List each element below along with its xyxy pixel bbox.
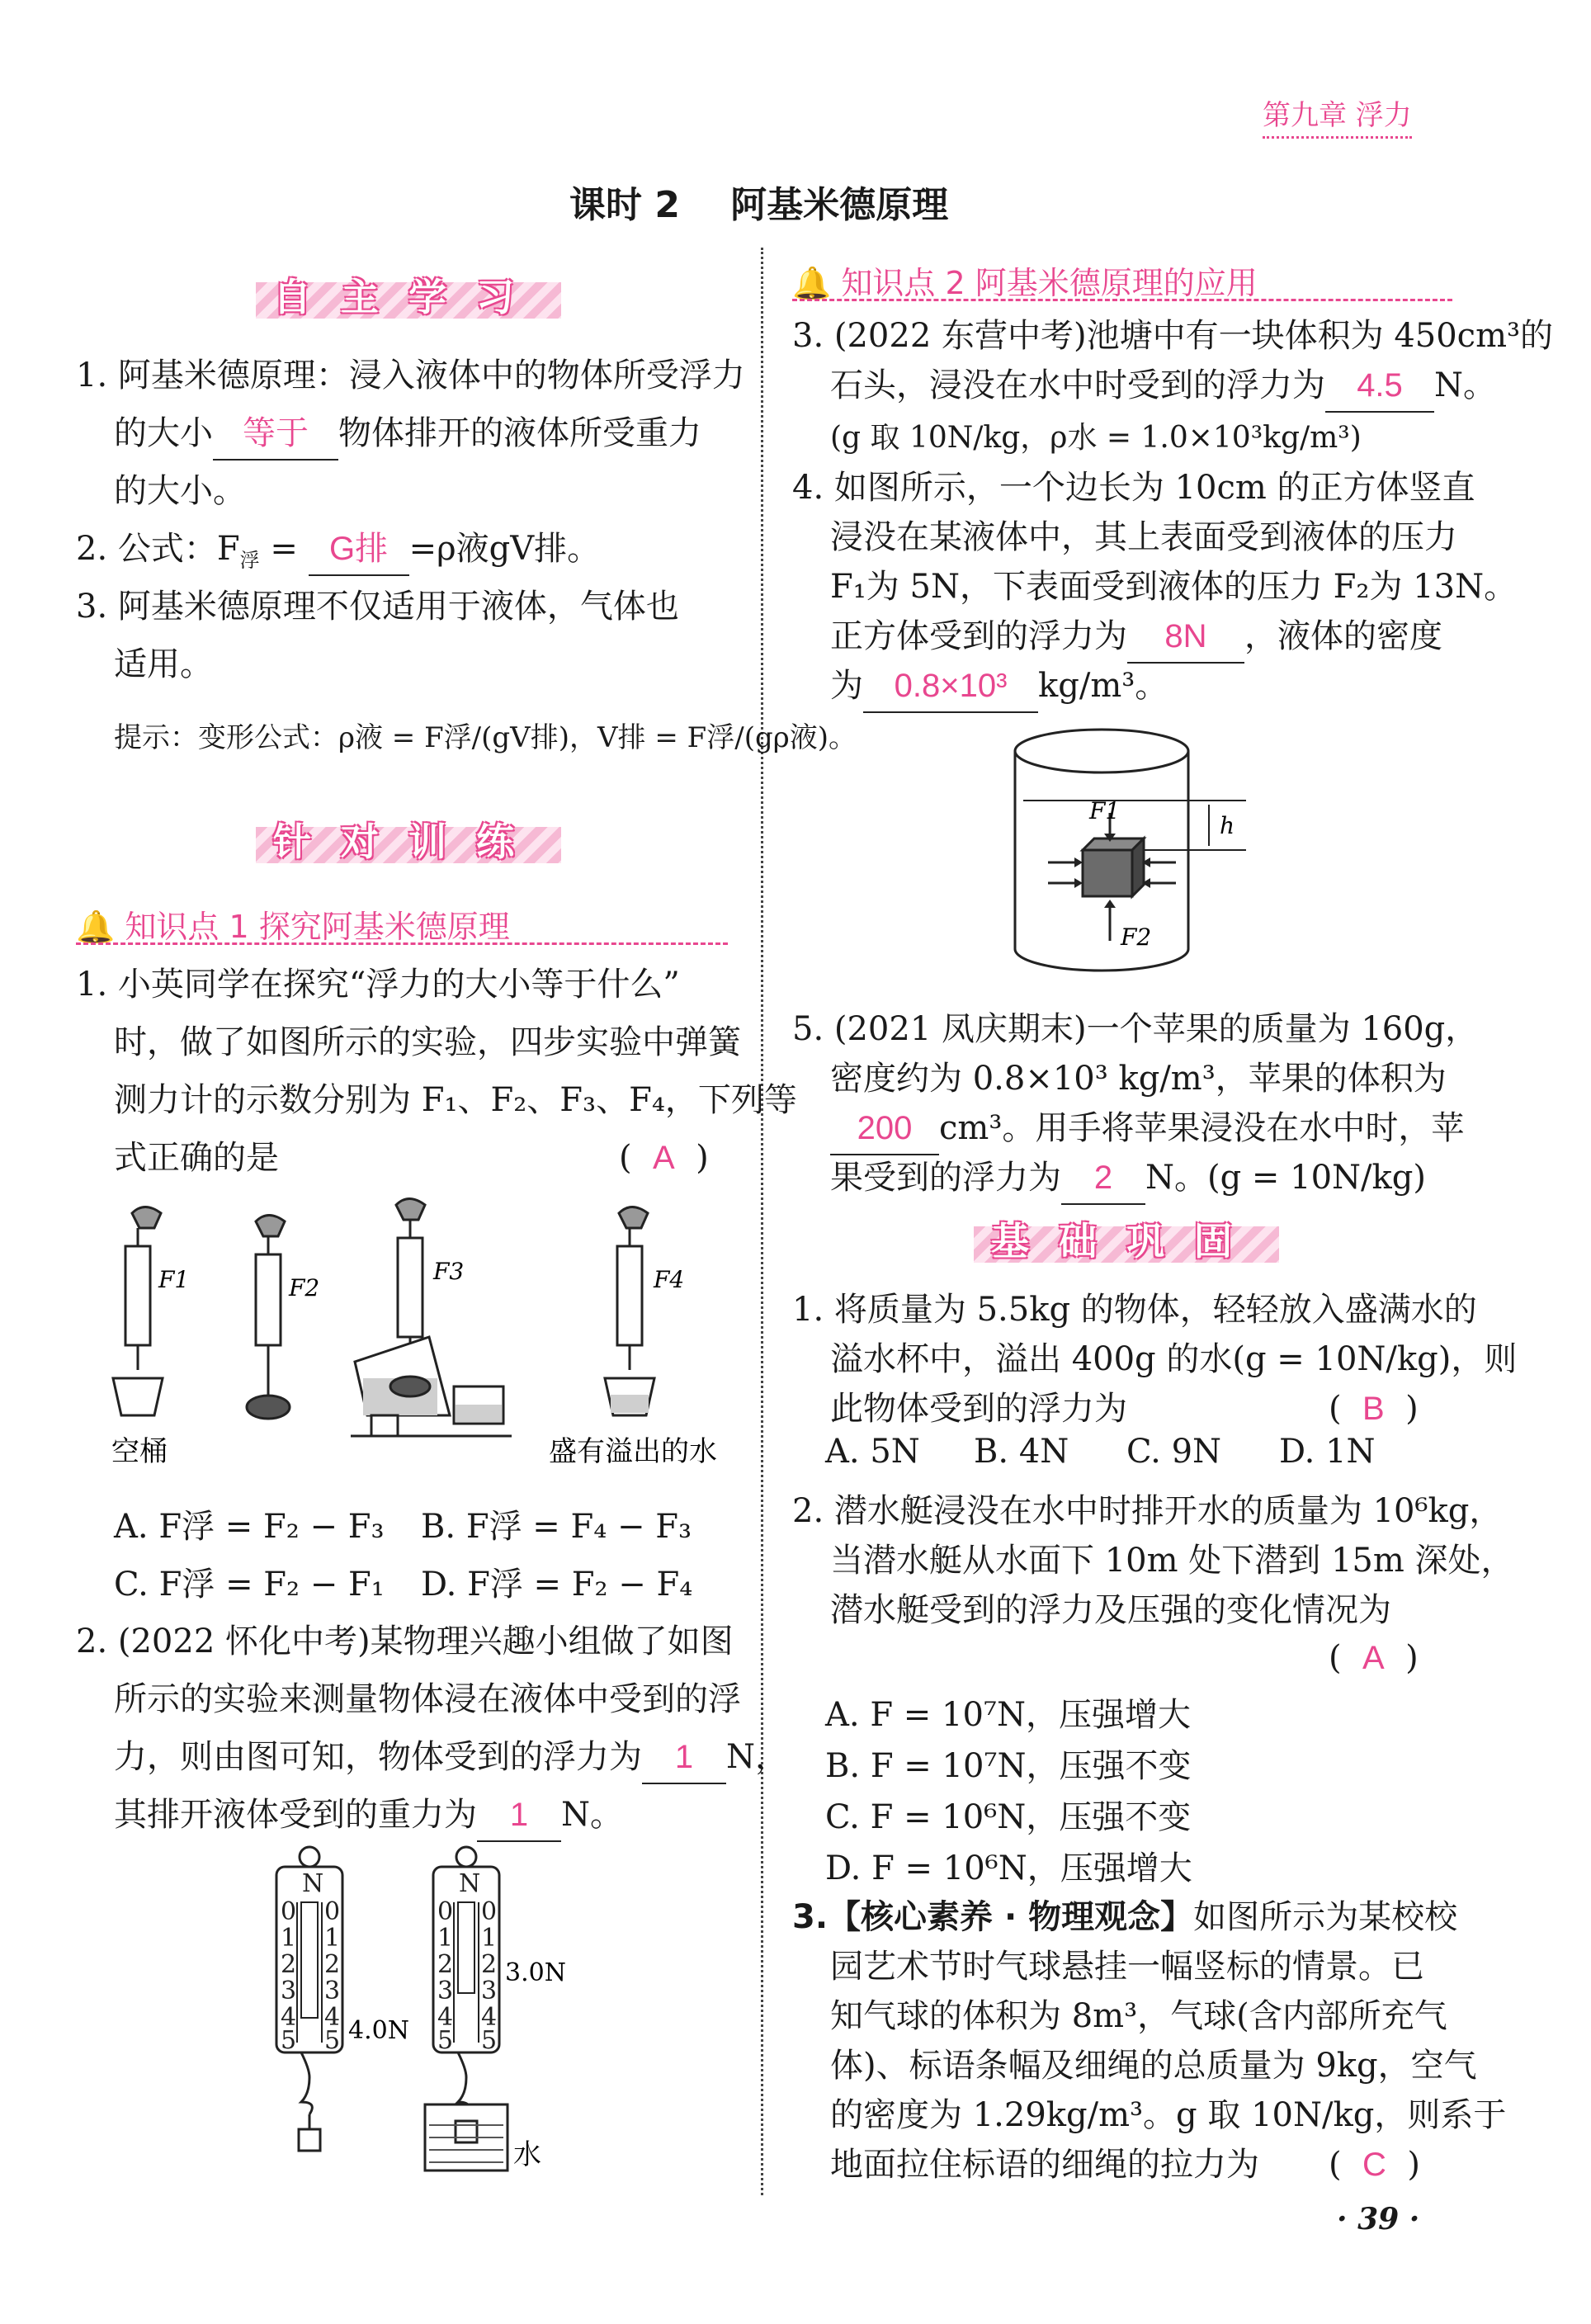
q5-line2: 密度约为 0.8×10³ kg/m³，苹果的体积为 bbox=[830, 1060, 1447, 1098]
b1-option-c: C. 9N bbox=[1126, 1433, 1222, 1471]
answer-blank: 0.8×10³ bbox=[863, 660, 1038, 713]
svg-text:0: 0 bbox=[324, 1897, 341, 1926]
svg-text:5: 5 bbox=[324, 2026, 341, 2055]
q1-line2: 时，做了如图所示的实验，四步实验中弹簧 bbox=[114, 1023, 741, 1061]
svg-text:4: 4 bbox=[324, 2003, 341, 2032]
hint: 提示：变形公式：ρ液 = F浮/(gV排)，V排 = F浮/(gρ液)。 bbox=[114, 721, 857, 754]
svg-text:0: 0 bbox=[437, 1897, 454, 1926]
q5-line1: 5. (2021 凤庆期末)一个苹果的质量为 160g， bbox=[792, 1010, 1479, 1048]
s1-item1-line2: 的大小 等于 物体排开的液体所受重力 bbox=[114, 408, 701, 461]
q4-line4: 正方体受到的浮力为 8N ，液体的密度 bbox=[830, 611, 1442, 664]
page-number: · 39 · bbox=[1337, 2202, 1420, 2237]
b3-answer: ( C ) bbox=[1329, 2146, 1420, 2184]
label-f2: F2 bbox=[289, 1274, 320, 1301]
b1-option-a: A. 5N bbox=[825, 1433, 920, 1471]
label-f2: F2 bbox=[1121, 923, 1152, 951]
page-title: 课时 2 阿基米德原理 bbox=[569, 184, 949, 226]
label-water: 水 bbox=[513, 2138, 541, 2171]
b2-line1: 2. 潜水艇浸没在水中时排开水的质量为 10⁶kg， bbox=[792, 1492, 1503, 1530]
section-basics: 基础巩固 bbox=[974, 1215, 1279, 1268]
answer-blank: 2 bbox=[1061, 1152, 1145, 1205]
q2-line2: 所示的实验来测量物体浸在液体中受到的浮 bbox=[114, 1680, 741, 1718]
figure-spring-scales bbox=[264, 1840, 611, 2187]
b3-line1: 3.【核心素养 · 物理观念】如图所示为某校校 bbox=[792, 1898, 1458, 1936]
label-f1: F1 bbox=[158, 1266, 190, 1293]
bell-icon: 🔔 bbox=[792, 265, 832, 301]
svg-text:3: 3 bbox=[281, 1977, 297, 2005]
svg-text:1: 1 bbox=[324, 1924, 341, 1953]
chapter-title: 第九章 浮力 bbox=[1263, 99, 1412, 132]
answer-blank: 4.5 bbox=[1325, 360, 1434, 413]
answer-blank: G排 bbox=[309, 523, 409, 576]
q1-line4: 式正确的是 bbox=[114, 1139, 279, 1177]
q2-line4: 其排开液体受到的重力为 1 N。 bbox=[114, 1789, 623, 1842]
s1-item1-line3: 的大小。 bbox=[114, 472, 246, 510]
b2-line2: 当潜水艇从水面下 10m 处下潜到 15m 深处， bbox=[830, 1542, 1514, 1580]
section-self-study: 自主学习 bbox=[256, 271, 561, 324]
svg-text:3: 3 bbox=[481, 1977, 498, 2005]
figure-spring-balance-experiment bbox=[99, 1197, 743, 1486]
s1-item3-line1: 3. 阿基米德原理不仅适用于液体，气体也 bbox=[76, 588, 679, 626]
q1-answer: ( A ) bbox=[619, 1139, 709, 1177]
svg-text:5: 5 bbox=[437, 2026, 454, 2055]
svg-text:N: N bbox=[459, 1869, 481, 1898]
svg-text:4: 4 bbox=[437, 2003, 454, 2032]
q1-option-c: C. F浮 = F₂ − F₁ bbox=[114, 1566, 385, 1604]
figure-cube-in-liquid bbox=[999, 718, 1263, 982]
knowledge-point-1: 🔔 知识点 1 探究阿基米德原理 bbox=[76, 909, 510, 945]
b1-option-d: D. 1N bbox=[1279, 1433, 1376, 1471]
svg-text:2: 2 bbox=[437, 1950, 454, 1979]
b3-line2: 园艺术节时气球悬挂一幅竖标的情景。已 bbox=[830, 1948, 1424, 1986]
svg-text:1: 1 bbox=[281, 1924, 297, 1953]
answer-blank: 等于 bbox=[213, 408, 338, 461]
q4-line3: F₁为 5N，下表面受到液体的压力 F₂为 13N。 bbox=[830, 568, 1518, 606]
svg-text:3: 3 bbox=[324, 1977, 341, 2005]
svg-text:5: 5 bbox=[281, 2026, 297, 2055]
b3-line4: 体)、标语条幅及细绳的总质量为 9kg，空气 bbox=[830, 2047, 1477, 2085]
answer-blank: 200 bbox=[830, 1103, 939, 1155]
bell-icon: 🔔 bbox=[76, 909, 116, 945]
q2-line1: 2. (2022 怀化中考)某物理兴趣小组做了如图 bbox=[76, 1623, 734, 1660]
knowledge-point-2: 🔔 知识点 2 阿基米德原理的应用 bbox=[792, 265, 1258, 301]
chapter-header bbox=[1263, 92, 1412, 139]
q1-option-b: B. F浮 = F₄ − F₃ bbox=[421, 1508, 692, 1546]
svg-text:0: 0 bbox=[481, 1897, 498, 1926]
svg-text:2: 2 bbox=[324, 1950, 341, 1979]
answer-blank: 1 bbox=[642, 1731, 726, 1784]
q1-option-d: D. F浮 = F₂ − F₄ bbox=[421, 1566, 693, 1604]
column-divider bbox=[761, 248, 763, 2195]
q1-line1: 1. 小英同学在探究“浮力的大小等于什么” bbox=[76, 966, 680, 1004]
answer-blank: 8N bbox=[1127, 611, 1244, 664]
label-f3: F3 bbox=[433, 1258, 465, 1285]
svg-text:2: 2 bbox=[481, 1950, 498, 1979]
svg-text:4: 4 bbox=[481, 2003, 498, 2032]
label-f4: F4 bbox=[654, 1266, 685, 1293]
s1-item2: 2. 公式：$F_浮 = G$排 =ρ液gV排。 bbox=[76, 523, 600, 586]
b2-option-c: C. F = 10⁶N，压强不变 bbox=[825, 1798, 1192, 1836]
q4-line2: 浸没在某液体中，其上表面受到液体的压力 bbox=[830, 518, 1457, 556]
svg-text:4: 4 bbox=[281, 2003, 297, 2032]
svg-text:0: 0 bbox=[281, 1897, 297, 1926]
b3-line6: 地面拉住标语的细绳的拉力为 bbox=[830, 2146, 1259, 2184]
caption-overflow-water: 盛有溢出的水 bbox=[549, 1435, 717, 1468]
b2-line3: 潜水艇受到的浮力及压强的变化情况为 bbox=[830, 1591, 1391, 1629]
q5-line4: 果受到的浮力为 2 N。(g = 10N/kg) bbox=[830, 1152, 1426, 1205]
section-practice: 针对训练 bbox=[256, 815, 561, 868]
b1-line1: 1. 将质量为 5.5kg 的物体，轻轻放入盛满水的 bbox=[792, 1291, 1477, 1329]
q1-option-a: A. F浮 = F₂ − F₃ bbox=[114, 1508, 385, 1546]
s1-item3-line2: 适用。 bbox=[114, 645, 213, 683]
b2-option-d: D. F = 10⁶N，压强增大 bbox=[825, 1849, 1192, 1887]
reading-3N: 3.0N bbox=[505, 1958, 566, 1987]
q4-line1: 4. 如图所示，一个边长为 10cm 的正方体竖直 bbox=[792, 469, 1475, 507]
b1-line3: 此物体受到的浮力为 bbox=[830, 1390, 1127, 1428]
kp2-underline bbox=[792, 299, 1452, 301]
q5-line3: 200 cm³。用手将苹果浸没在水中时，苹 bbox=[830, 1103, 1464, 1155]
b2-answer: ( A ) bbox=[1329, 1639, 1419, 1677]
b2-option-b: B. F = 10⁷N，压强不变 bbox=[825, 1747, 1192, 1785]
caption-empty-bucket: 空桶 bbox=[111, 1435, 168, 1468]
b1-option-b: B. 4N bbox=[974, 1433, 1069, 1471]
s1-item1-line1: 1. 阿基米德原理：浸入液体中的物体所受浮力 bbox=[76, 357, 745, 394]
svg-text:2: 2 bbox=[281, 1950, 297, 1979]
b1-line2: 溢水杯中，溢出 400g 的水(g = 10N/kg)，则 bbox=[830, 1340, 1518, 1378]
svg-text:3: 3 bbox=[437, 1977, 454, 2005]
b3-line5: 的密度为 1.29kg/m³。g 取 10N/kg，则系于 bbox=[830, 2096, 1507, 2134]
svg-text:N: N bbox=[302, 1869, 324, 1898]
svg-text:5: 5 bbox=[481, 2026, 498, 2055]
b2-option-a: A. F = 10⁷N，压强增大 bbox=[825, 1696, 1191, 1734]
kp1-underline bbox=[76, 942, 728, 945]
svg-text:1: 1 bbox=[481, 1924, 498, 1953]
svg-text:1: 1 bbox=[437, 1924, 454, 1953]
q3-line2: 石头，浸没在水中时受到的浮力为 4.5 N。 bbox=[830, 360, 1496, 413]
q1-line3: 测力计的示数分别为 F₁、F₂、F₃、F₄，下列等 bbox=[114, 1081, 797, 1119]
q3-line3: (g 取 10N/kg，ρ水 = 1.0×10³kg/m³) bbox=[830, 421, 1362, 455]
q2-line3: 力，则由图可知，物体受到的浮力为 1 N， bbox=[114, 1731, 788, 1784]
answer-blank: 1 bbox=[477, 1789, 561, 1842]
reading-4N: 4.0N bbox=[348, 2016, 409, 2045]
q4-line5: 为 0.8×10³ kg/m³。 bbox=[830, 660, 1168, 713]
label-h: h bbox=[1220, 812, 1235, 839]
label-f1: F1 bbox=[1089, 797, 1121, 824]
q3-line1: 3. (2022 东营中考)池塘中有一块体积为 450cm³的 bbox=[792, 317, 1554, 355]
b3-line3: 知气球的体积为 8m³，气球(含内部所充气 bbox=[830, 1997, 1447, 2035]
b1-answer: ( B ) bbox=[1329, 1390, 1419, 1428]
